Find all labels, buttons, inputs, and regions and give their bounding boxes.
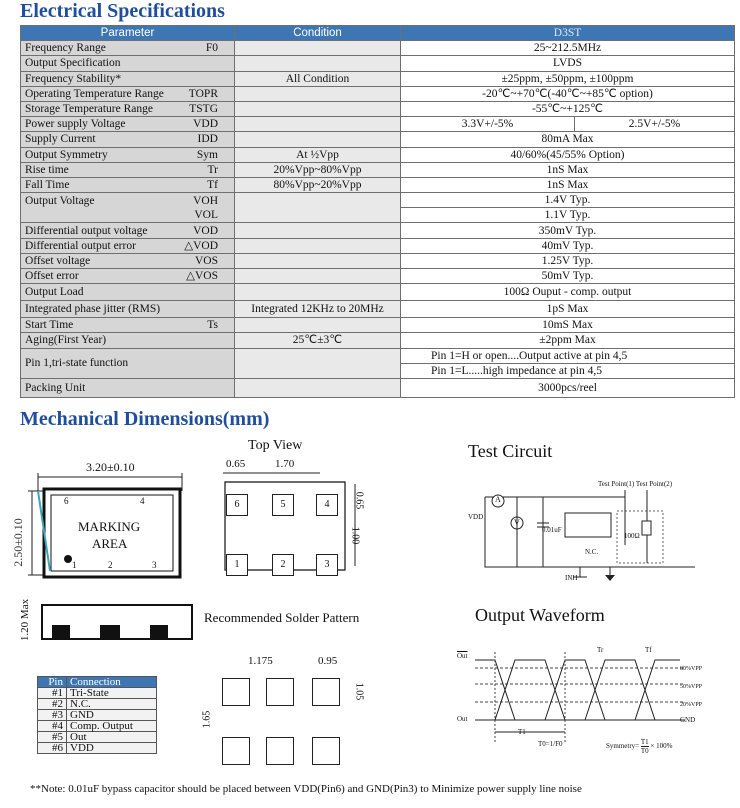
- corner-pin-1: 1: [72, 560, 77, 570]
- parameter-cell: [21, 162, 235, 177]
- parameter-label: Start Time: [25, 319, 74, 332]
- condition-cell: All Condition: [235, 71, 401, 86]
- footnote: **Note: 0.01uF bypass capacitor should be placed between VDD(Pin6) and GND(Pin3) to Minimize power supply line noise: [30, 783, 582, 795]
- spec-row: [21, 378, 735, 397]
- parameter-cell: [21, 348, 235, 378]
- parameter-cell: [21, 333, 235, 348]
- resistor-label: 100Ω: [624, 532, 640, 540]
- value-cell: 40mV Typ.: [401, 238, 735, 253]
- electrical-title: Electrical Specifications: [20, 0, 225, 22]
- pin-row: [38, 699, 157, 710]
- level-80: 80%VPP: [680, 666, 703, 672]
- value-cell: -20℃~+70℃(-40℃~+85℃ option): [401, 86, 735, 101]
- top-view-title: Top View: [248, 438, 303, 453]
- parameter-cell: [21, 238, 235, 253]
- solder-pad: [312, 678, 340, 706]
- spec-row: [21, 348, 735, 363]
- value-cell: 100Ω Ouput - comp. output: [401, 284, 735, 301]
- parameter-symbol: Tr: [207, 163, 218, 176]
- symmetry-numerator: T1: [640, 738, 649, 746]
- spec-row: [21, 284, 735, 301]
- corner-pin-6: 6: [64, 496, 69, 506]
- condition-cell: [235, 269, 401, 284]
- parameter-cell: [21, 117, 235, 132]
- height-label: 1.20 Max: [19, 598, 32, 642]
- value-cell: 40/60%(45/55% Option): [401, 147, 735, 162]
- spec-row: [21, 56, 735, 71]
- value-cell: 1.1V Typ.: [401, 208, 735, 223]
- condition-cell: [235, 132, 401, 147]
- value-cell: Pin 1=H or open....Output active at pin 4,5: [401, 348, 735, 363]
- parameter-symbol: △VOS: [186, 270, 218, 283]
- value-cell: -55℃~+125℃: [401, 101, 735, 116]
- spec-row: [21, 269, 735, 284]
- pin-number: #3: [38, 710, 67, 721]
- corner-pin-2: 2: [108, 560, 113, 570]
- parameter-label: Operating Temperature Range: [25, 87, 164, 100]
- condition-cell: [235, 101, 401, 116]
- pin-row: [38, 721, 157, 732]
- value-cell: 50mV Typ.: [401, 269, 735, 284]
- parameter-symbol: △VOD: [184, 239, 218, 252]
- spec-row: [21, 132, 735, 147]
- pin-connection: GND: [67, 710, 157, 721]
- spec-row: [21, 253, 735, 268]
- spec-row: [21, 193, 735, 208]
- parameter-label: Output Specification: [25, 57, 121, 70]
- spec-row: [21, 238, 735, 253]
- spec-row: [21, 318, 735, 333]
- parameter-symbol: Tf: [207, 178, 218, 191]
- condition-cell: 25℃±3℃: [235, 333, 401, 348]
- condition-cell: [235, 223, 401, 238]
- condition-cell: [235, 253, 401, 268]
- parameter-symbol: Sym: [196, 148, 218, 161]
- spec-header-row: [21, 26, 735, 41]
- solder-dim-105: 1.05: [353, 682, 365, 701]
- solder-dim-165: 1.65: [201, 710, 213, 729]
- top-pad-2: 2: [272, 554, 294, 576]
- value-cell: Pin 1=L.....high impedance at pin 4,5: [401, 363, 735, 378]
- value-cell: ±25ppm, ±50ppm, ±100ppm: [401, 71, 735, 86]
- parameter-symbol: VOL: [194, 208, 218, 221]
- t0-label: T0=1/F0: [538, 740, 563, 748]
- condition-cell: [235, 117, 401, 132]
- parameter-cell: [21, 101, 235, 116]
- parameter-label: Power supply Voltage: [25, 118, 126, 131]
- capacitor-label: 0.01uF: [542, 526, 562, 534]
- spec-row: [21, 71, 735, 86]
- dim-width: 3.20±0.10: [86, 460, 135, 474]
- spec-row: [21, 223, 735, 238]
- solder-dim-1175: 1.175: [248, 655, 273, 667]
- spec-row: [21, 162, 735, 177]
- parameter-cell: [21, 56, 235, 71]
- pin-connection: Out: [67, 732, 157, 743]
- solder-pad: [266, 737, 294, 765]
- parameter-label: Frequency Range: [25, 42, 106, 55]
- dim-170: 1.70: [275, 458, 295, 470]
- value-cell: 3000pcs/reel: [401, 378, 735, 397]
- parameter-symbol: TOPR: [188, 87, 218, 100]
- spec-row: [21, 101, 735, 116]
- top-pad-5: 5: [272, 494, 294, 516]
- value-cell: 80mA Max: [401, 132, 735, 147]
- test-point-label: Test Point(1) Test Point(2): [598, 480, 673, 488]
- parameter-cell: [21, 71, 235, 86]
- pin-number: #4: [38, 721, 67, 732]
- pin-row: [38, 688, 157, 699]
- parameter-label: Output Symmetry: [25, 148, 108, 161]
- parameter-label: Supply Current: [25, 133, 96, 146]
- spec-row: [21, 86, 735, 101]
- parameter-label: Frequency Stability*: [25, 72, 122, 85]
- solder-pad: [312, 737, 340, 765]
- parameter-label: Integrated phase jitter (RMS): [25, 303, 161, 316]
- value-cell: 1nS Max: [401, 162, 735, 177]
- waveform-drawing: [455, 640, 703, 750]
- spec-row: [21, 301, 735, 318]
- condition-cell: [235, 378, 401, 397]
- parameter-label: Pin 1,tri-state function: [25, 357, 129, 370]
- value-cell: 350mV Typ.: [401, 223, 735, 238]
- top-pad-6: 6: [226, 494, 248, 516]
- spec-table: [20, 25, 735, 398]
- pin-connection: Tri-State: [67, 688, 157, 699]
- condition-cell: 80%Vpp~20%Vpp: [235, 177, 401, 192]
- condition-cell: [235, 193, 401, 223]
- level-50: 50%VPP: [680, 684, 703, 690]
- header-model: D3ST: [401, 26, 735, 41]
- gnd-label: GND: [680, 716, 696, 724]
- value-cell: 1.4V Typ.: [401, 193, 735, 208]
- spec-row: [21, 41, 735, 56]
- out-label: Out: [457, 715, 468, 723]
- solder-title: Recommended Solder Pattern: [204, 610, 360, 625]
- pin-number: #5: [38, 732, 67, 743]
- parameter-cell: [21, 378, 235, 397]
- parameter-symbol: VOD: [193, 224, 218, 237]
- value-cell: ±2ppm Max: [401, 333, 735, 348]
- parameter-label: Differential output error: [25, 239, 136, 252]
- pin-header: Pin: [38, 677, 67, 688]
- symmetry-text: Symmetry=: [606, 742, 640, 751]
- marking-label: MARKING: [78, 519, 141, 534]
- parameter-cell: [21, 284, 235, 301]
- parameter-symbol: VOH: [193, 194, 218, 207]
- spec-row: [21, 177, 735, 192]
- condition-cell: 20%Vpp~80%Vpp: [235, 162, 401, 177]
- parameter-symbol: Ts: [207, 319, 218, 332]
- symmetry-denominator: T0: [640, 747, 649, 755]
- condition-cell: [235, 318, 401, 333]
- parameter-cell: [21, 41, 235, 56]
- dim-065v: 0.65: [353, 491, 365, 510]
- parameter-symbol: F0: [205, 42, 218, 55]
- parameter-label: Fall Time: [25, 178, 70, 191]
- condition-cell: Integrated 12KHz to 20MHz: [235, 301, 401, 318]
- header-parameter: Parameter: [21, 26, 235, 41]
- parameter-cell: [21, 223, 235, 238]
- solder-dim-095: 0.95: [318, 655, 338, 667]
- spec-row: [21, 333, 735, 348]
- condition-cell: [235, 56, 401, 71]
- level-20: 20%VPP: [680, 702, 703, 708]
- area-label: AREA: [92, 536, 128, 551]
- nc-label: N.C.: [585, 548, 599, 556]
- value-cell: 2.5V+/-5%: [575, 117, 735, 132]
- parameter-cell: [21, 177, 235, 192]
- symmetry-label: [606, 738, 672, 755]
- parameter-cell: [21, 301, 235, 318]
- pin-connection: Comp. Output: [67, 721, 157, 732]
- connection-header: Connection: [67, 677, 157, 688]
- parameter-label: Differential output voltage: [25, 224, 148, 237]
- top-pad-3: 3: [316, 554, 338, 576]
- value-cell: 1nS Max: [401, 177, 735, 192]
- parameter-label: Offset error: [25, 270, 79, 283]
- pin-number: #6: [38, 743, 67, 754]
- condition-cell: [235, 86, 401, 101]
- parameter-cell: [21, 147, 235, 162]
- spec-row: [21, 117, 735, 132]
- parameter-label: Packing Unit: [25, 381, 86, 394]
- parameter-label: Rise time: [25, 163, 69, 176]
- pin-row: [38, 710, 157, 721]
- tr-label: Tr: [597, 646, 604, 654]
- value-cell: 3.3V+/-5%: [401, 117, 575, 132]
- pin-connection: N.C.: [67, 699, 157, 710]
- parameter-symbol: IDD: [197, 133, 218, 146]
- value-cell: 10mS Max: [401, 318, 735, 333]
- symmetry-percent: × 100%: [650, 742, 673, 751]
- parameter-label: Output Load: [25, 286, 84, 299]
- parameter-label: Offset voltage: [25, 254, 91, 267]
- header-condition: Condition: [235, 26, 401, 41]
- parameter-cell: [21, 132, 235, 147]
- corner-pin-3: 3: [152, 560, 157, 570]
- pin-row: [38, 732, 157, 743]
- top-pad-4: 4: [316, 494, 338, 516]
- solder-pad: [222, 737, 250, 765]
- vdd-label: VDD: [468, 513, 484, 521]
- condition-cell: [235, 238, 401, 253]
- parameter-label: Storage Temperature Range: [25, 103, 153, 116]
- waveform-title: Output Waveform: [475, 605, 605, 625]
- inh-label: INH: [565, 574, 578, 582]
- parameter-cell: [21, 86, 235, 101]
- value-cell: 1.25V Typ.: [401, 253, 735, 268]
- voltmeter-label: V: [514, 518, 520, 527]
- parameter-label: Aging(First Year): [25, 334, 107, 347]
- test-circuit-title: Test Circuit: [468, 441, 553, 461]
- parameter-label: Output Voltage: [25, 194, 95, 207]
- corner-pin-4: 4: [140, 496, 145, 506]
- test-circuit-drawing: [465, 485, 715, 585]
- pin-connection: VDD: [67, 743, 157, 754]
- t1-label: T1: [518, 728, 526, 736]
- mechanical-title: Mechanical Dimensions(mm): [20, 408, 270, 430]
- parameter-cell: [21, 253, 235, 268]
- pin-number: #1: [38, 688, 67, 699]
- package-outline-drawing: [20, 455, 200, 650]
- parameter-symbol: TSTG: [189, 103, 218, 116]
- parameter-cell: [21, 193, 235, 223]
- parameter-cell: [21, 318, 235, 333]
- out-bar-label: $\overline{Out}$: [457, 652, 468, 660]
- dim-100: 1.00: [349, 526, 361, 545]
- condition-cell: [235, 284, 401, 301]
- solder-pad: [222, 678, 250, 706]
- value-cell: LVDS: [401, 56, 735, 71]
- parameter-cell: [21, 269, 235, 284]
- dim-065: 0.65: [226, 458, 246, 470]
- value-cell: 25~212.5MHz: [401, 41, 735, 56]
- solder-pad: [266, 678, 294, 706]
- pin-table: [37, 676, 157, 754]
- condition-cell: At ½Vpp: [235, 147, 401, 162]
- dim-height: 2.50±0.10: [10, 518, 25, 567]
- ammeter-label: A: [495, 495, 501, 504]
- parameter-symbol: VDD: [193, 118, 218, 131]
- condition-cell: [235, 41, 401, 56]
- pin-number: #2: [38, 699, 67, 710]
- tf-label: Tf: [645, 646, 652, 654]
- condition-cell: [235, 348, 401, 378]
- parameter-symbol: VOS: [194, 254, 218, 267]
- spec-row: [21, 147, 735, 162]
- value-cell: 1pS Max: [401, 301, 735, 318]
- top-pad-1: 1: [226, 554, 248, 576]
- pin-row: [38, 743, 157, 754]
